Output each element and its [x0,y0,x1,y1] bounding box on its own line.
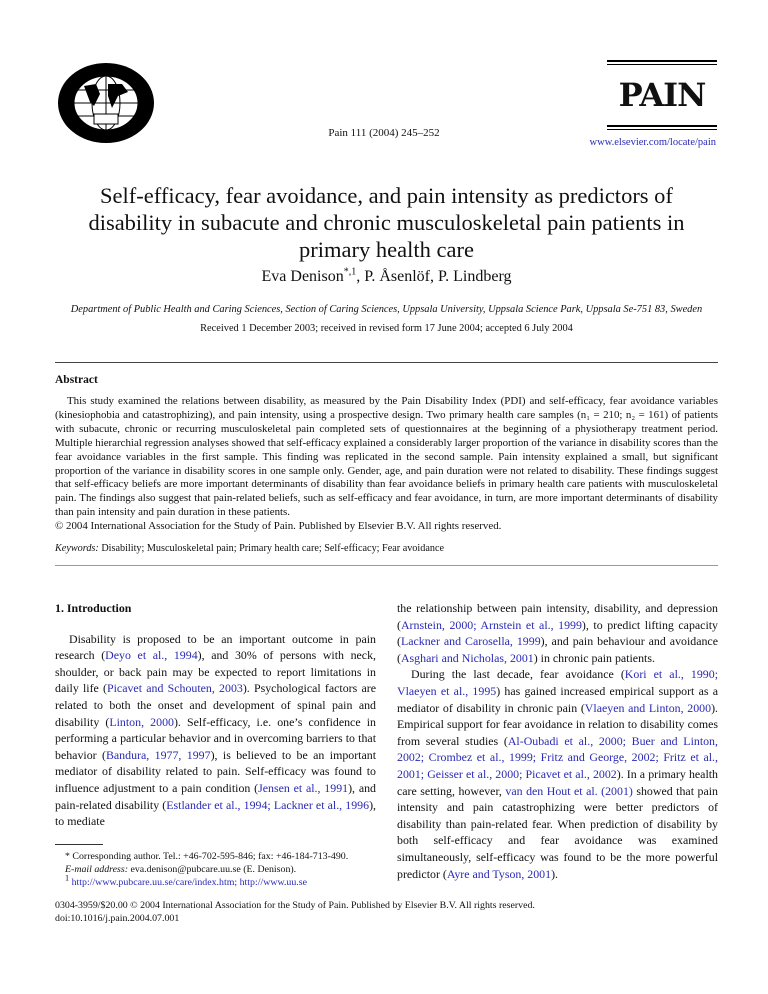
paragraph-text: ), and pain-related disability ( [55,781,376,812]
paragraph [55,631,376,830]
publication-info [55,899,718,925]
paragraph-text: ), to predict lifting capacity ( [397,617,718,649]
keywords [55,542,718,555]
footnote-1 [55,873,376,889]
journal-brand-text: PAIN [618,76,706,114]
paragraph-text: ) in chronic pain patients. [533,650,655,665]
paragraph-text: ). In a primary health care setting, however, [397,767,718,798]
footnote-divider [55,844,103,845]
received-dates: Received 1 December 2003; received in revised form 17 June 2004; accepted 6 July 2004 [200,323,573,334]
paragraph-text: ). Empirical support for fear avoidance in relation to disability comes from several studies ( [397,700,718,748]
doi-line: doi:10.1016/j.pain.2004.07.001 [55,912,180,924]
footnotes [55,850,376,889]
citation-link[interactable]: Kori et al., 1990; Vlaeyen et al., 1995 [397,667,718,699]
citation-link[interactable]: Jensen et al., 1991 [258,781,349,795]
divider [55,362,718,363]
authors [55,267,718,287]
two-column-body [55,600,718,889]
paragraph-text: ), and 30% of persons with neck, shoulder, or back pain may be expected to report limitations in daily life ( [55,648,376,696]
left-column [55,631,376,830]
abstract-heading: Abstract [55,374,98,386]
email-label: E-mail address: [65,863,128,875]
citation-link[interactable]: Lackner and Carosella, 1999 [400,634,541,649]
paragraph [397,600,718,666]
citation-link[interactable]: Estlander et al., 1994; Lackner et al., 1996 [166,797,370,812]
keywords-text: Disability; Musculoskeletal pain; Primary health care; Self-efficacy; Fear avoidance [101,543,444,555]
email-address[interactable]: eva.denison@pubcare.uu.se (E. Denison). [130,863,297,875]
citation-link[interactable]: Vlaeyen and Linton, 2000 [584,700,712,715]
citation-link[interactable]: Al-Oubadi et al., 2000; Buer and Linton, 2002; Crombez et al., 1999; Fritz and George, 2002; Fritz et al., 2001; Geisser et al., 2000; Picavet et al., 2002 [397,733,718,781]
issn-line: 0304-3959/$20.00 © 2004 International Association for the Study of Pain. Published by Elsevier B.V. All rights reserved. [55,899,535,911]
citation-link[interactable]: Linton, 2000 [109,714,174,729]
citation-link[interactable]: Deyo et al., 1994 [105,648,198,663]
keywords-label: Keywords: [55,543,99,555]
footnote-1-links[interactable]: http://www.pubcare.uu.se/care/index.htm; http://www.uu.se [71,876,307,888]
citation-link[interactable]: Bandura, 1977, 1997 [105,747,211,762]
divider [55,565,718,566]
author-name: Eva Denison [261,268,344,285]
author-superscript: *,1 [343,266,357,278]
journal-reference: Pain 111 (2004) 245–252 [328,127,440,139]
abstract-text: This study examined the relations between disability, as measured by the Pain Disability Index (PDI) and self-efficacy, fear avoidance variables (kinesiophobia and catastrophizing), and pain intensity, using a prospective design. Two primary health care samples (n₁ = 210; n₂ = 161) of patients with subacute, chronic or recurring musculoskeletal pain completed sets of questionnaires at the beginning of a physiotherapy treatment period. Multiple hierarchial regression analyses showed that self-efficacy explained a considerably larger proportion of the variance in disability scores than the fear avoidance variables in the first sample. This finding was replicated in the second sample. Pain intensity explained a small, but significant proportion of the variance in disability scores in one sample only. Gender, age, and pain duration were not related to disability. These findings suggest that self-efficacy beliefs are more important determinants of disability than fear avoidance beliefs in primary health care patients with musculoskeletal pain. The findings also suggest that pain-related beliefs, such as self-efficacy and fear avoidance, in turn, are more important determinants of disability than pain intensity and pain duration in these patients. [55,395,718,519]
journal-url-link[interactable]: www.elsevier.com/locate/pain [589,137,716,148]
right-column-wrap [397,600,718,889]
abstract [55,395,718,534]
paragraph-text: ). Psychological factors are related to both the onset and development of spinal pain and disability ( [55,681,376,729]
corresponding-author-note: * Corresponding author. Tel.: +46-702-595-846; fax: +46-184-713-490. [65,850,349,862]
citation-link[interactable]: Ayre and Tyson, 2001 [446,866,552,881]
footnote-mark: 1 [65,873,70,883]
paragraph-text: ). [551,866,558,881]
email-note [55,863,376,876]
section-heading: 1. Introduction [55,601,132,616]
paragraph-text: ), to mediate [55,797,376,829]
paragraph-text: the relationship between pain intensity, disability, and depression ( [397,601,718,632]
coauthors: , P. Åsenlöf, P. Lindberg [356,268,512,285]
footnote-block [55,844,376,889]
paragraph-text: Disability is proposed to be an important outcome in pain research ( [55,631,376,663]
affiliation: Department of Public Health and Caring Sciences, Section of Caring Sciences, Uppsala University, Uppsala Science Park, Uppsala Se-751 83, Sweden [70,304,703,315]
paragraph-text: ). Self-efficacy, i.e. one’s confidence in performing a particular behavior and in overcoming barriers to that behavior ( [55,714,376,762]
paragraph [397,666,718,882]
paragraph-text: ), is believed to be an important mediator of disability related to pain. Self-efficacy was found to influence adjustment to a pain condition ( [55,747,376,795]
paragraph-text: ), and pain behaviour and avoidance ( [397,634,718,665]
article-title: Self-efficacy, fear avoidance, and pain intensity as predictors of disability in subacute and chronic musculoskeletal pain patients in primary health care [88,183,685,262]
paragraph-text: showed that pain intensity and pain catastrophizing were better predictors of disability than pain-related fear. When prediction of disability by both self-efficacy and fear avoidance was examined simultaneously, self-efficacy was found to be the more powerful predictor ( [397,783,718,881]
citation-link[interactable]: van den Hout et al. (2001) [505,783,633,798]
paragraph-text: During the last decade, fear avoidance ( [411,667,625,682]
citation-link[interactable]: Picavet and Schouten, 2003 [107,681,243,696]
paragraph-text: ) has gained increased empirical support as a mediator of disability in chronic pain ( [397,684,719,715]
citation-link[interactable]: Asghari and Nicholas, 2001 [400,650,534,665]
right-column [397,600,718,882]
abstract-copyright: © 2004 International Association for the Study of Pain. Published by Elsevier B.V. All rights reserved. [55,520,502,533]
citation-link[interactable]: Arnstein, 2000; Arnstein et al., 1999 [400,617,582,632]
left-column-wrap [55,600,376,889]
